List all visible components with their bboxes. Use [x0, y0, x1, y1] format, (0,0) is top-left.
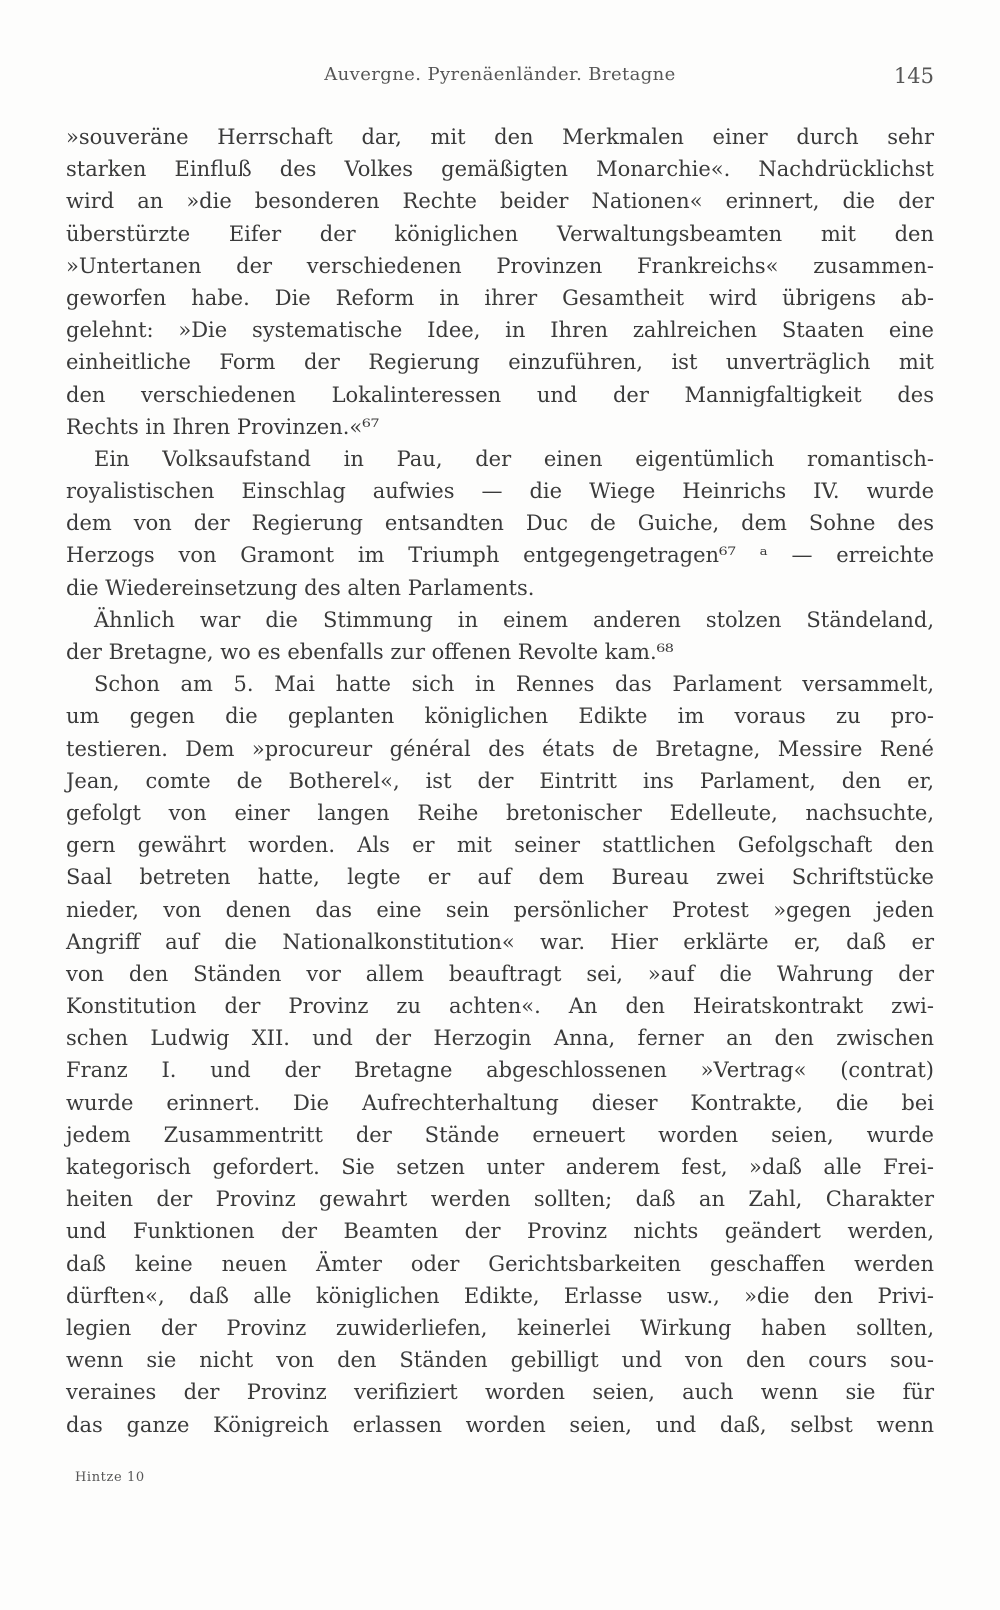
text-line: geworfen habe. Die Reform in ihrer Gesamtheit wird übrigens ab- — [66, 285, 934, 310]
text-line: dem von der Regierung entsandten Duc de Guiche, dem Sohne des — [66, 511, 934, 536]
text-line: jedem Zusammentritt der Stände erneuert worden seien, wurde — [66, 1122, 934, 1147]
running-head — [66, 64, 934, 92]
text-line: Franz I. und der Bretagne abgeschlossenen »Vertrag« (contrat) — [66, 1058, 934, 1083]
body-text — [66, 121, 934, 1441]
text-line: der Bretagne, wo es ebenfalls zur offenen Revolte kam.⁶⁸ — [66, 640, 674, 664]
text-line: wird an »die besonderen Rechte beider Nationen« erinnert, die der — [66, 189, 934, 214]
text-line: Herzogs von Gramont im Triumph entgegengetragen⁶⁷ ᵃ — erreichte — [66, 543, 934, 568]
text-line: Saal betreten hatte, legte er auf dem Bureau zwei Schriftstücke — [66, 865, 934, 890]
text-line: »souveräne Herrschaft dar, mit den Merkmalen einer durch sehr — [66, 125, 934, 149]
text-line: Angriff auf die Nationalkonstitution« war. Hier erklärte er, daß er — [66, 929, 934, 954]
text-line: gelehnt: »Die systematische Idee, in Ihren zahlreichen Staaten eine — [66, 318, 934, 343]
text-line: überstürzte Eifer der königlichen Verwaltungsbeamten mit den — [66, 221, 934, 246]
text-line: Rechts in Ihren Provinzen.«⁶⁷ — [66, 414, 380, 439]
text-line: Ähnlich war die Stimmung in einem anderen stolzen Ständeland, — [94, 607, 934, 632]
text-line: die Wiedereinsetzung des alten Parlaments. — [66, 575, 535, 600]
text-line: testieren. Dem »procureur général des états de Bretagne, Messire René — [66, 736, 934, 761]
text-line: Ein Volksaufstand in Pau, der einen eigentümlich romantisch- — [94, 446, 934, 471]
text-line: gern gewährt worden. Als er mit seiner stattlichen Gefolgschaft den — [66, 833, 934, 858]
text-line: um gegen die geplanten königlichen Edikte im voraus zu pro- — [66, 704, 934, 729]
text-line: das ganze Königreich erlassen worden seien, und daß, selbst wenn — [66, 1412, 934, 1437]
text-line: wenn sie nicht von den Ständen gebilligt und von den cours sou- — [66, 1348, 934, 1373]
text-line: starken Einfluß des Volkes gemäßigten Monarchie«. Nachdrücklichst — [66, 157, 934, 182]
page-number: 145 — [893, 64, 934, 88]
text-line: dürften«, daß alle königlichen Edikte, Erlasse usw., »die den Privi- — [66, 1283, 934, 1308]
text-line: kategorisch gefordert. Sie setzen unter anderem fest, »daß alle Frei- — [66, 1155, 934, 1179]
text-line: Konstitution der Provinz zu achten«. An den Heiratskontrakt zwi- — [66, 994, 934, 1019]
text-line: Schon am 5. Mai hatte sich in Rennes das Parlament versammelt, — [94, 672, 934, 697]
text-line: legien der Provinz zuwiderliefen, keinerlei Wirkung haben sollten, — [66, 1315, 934, 1340]
text-line: den verschiedenen Lokalinteressen und der Mannigfaltigkeit des — [66, 382, 934, 407]
text-line: »Untertanen der verschiedenen Provinzen Frankreichs« zusammen- — [66, 253, 934, 278]
text-line: heiten der Provinz gewahrt werden sollten; daß an Zahl, Charakter — [66, 1187, 934, 1212]
text-line: royalistischen Einschlag aufwies — die Wiege Heinrichs IV. wurde — [66, 479, 934, 504]
text-line: einheitliche Form der Regierung einzuführen, ist unverträglich mit — [66, 350, 934, 375]
text-line: nieder, von denen das eine sein persönlicher Protest »gegen jeden — [66, 897, 934, 922]
text-line: wurde erinnert. Die Aufrechterhaltung dieser Kontrakte, die bei — [66, 1090, 934, 1115]
running-title: Auvergne. Pyrenäenländer. Bretagne — [324, 64, 676, 85]
printer-signature: Hintze 10 — [75, 1470, 145, 1485]
text-line: daß keine neuen Ämter oder Gerichtsbarkeiten geschaffen werden — [66, 1251, 934, 1276]
text-line: und Funktionen der Beamten der Provinz nichts geändert werden, — [66, 1219, 934, 1244]
text-line: Jean, comte de Botherel«, ist der Eintritt ins Parlament, den er, — [66, 768, 934, 793]
text-line: schen Ludwig XII. und der Herzogin Anna, ferner an den zwischen — [66, 1026, 934, 1051]
text-line: von den Ständen vor allem beauftragt sei, »auf die Wahrung der — [66, 961, 934, 986]
text-line: veraines der Provinz verifiziert worden seien, auch wenn sie für — [66, 1380, 934, 1405]
text-line: gefolgt von einer langen Reihe bretonischer Edelleute, nachsuchte, — [66, 800, 934, 825]
